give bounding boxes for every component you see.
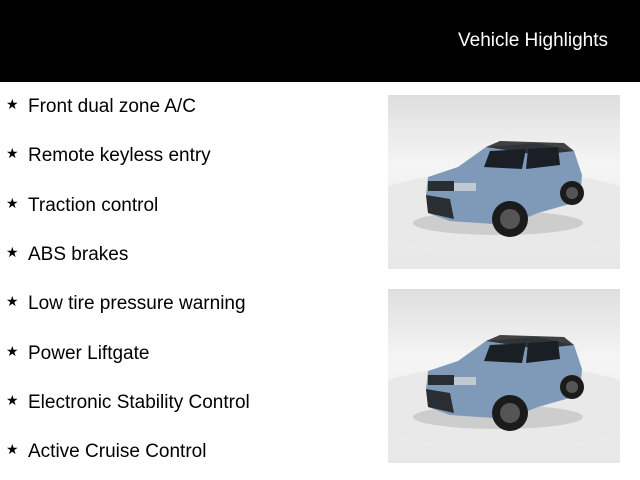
feature-item [6,144,211,168]
star-icon: ★ [6,441,19,457]
vehicle-photo [388,95,620,269]
star-icon: ★ [6,392,19,408]
star-icon: ★ [6,195,19,211]
star-icon: ★ [6,343,19,359]
feature-item [6,95,196,119]
feature-item [6,292,246,316]
feature-item [6,194,158,218]
feature-label: Low tire pressure warning [28,293,246,314]
feature-label: Traction control [28,195,159,216]
feature-item [6,243,128,267]
header-bar [0,0,640,82]
feature-label: Active Cruise Control [28,441,207,462]
star-icon: ★ [6,293,19,309]
star-icon: ★ [6,96,19,112]
star-icon: ★ [6,244,19,260]
feature-label: Remote keyless entry [28,145,211,166]
vehicle-photo [388,289,620,463]
feature-item [6,440,206,464]
feature-label: Front dual zone A/C [28,96,196,117]
feature-label: ABS brakes [28,244,129,265]
star-icon: ★ [6,145,19,161]
feature-label: Electronic Stability Control [28,392,250,413]
feature-item [6,342,149,366]
page-title: Vehicle Highlights [458,30,608,51]
feature-label: Power Liftgate [28,343,150,364]
feature-item [6,391,250,415]
